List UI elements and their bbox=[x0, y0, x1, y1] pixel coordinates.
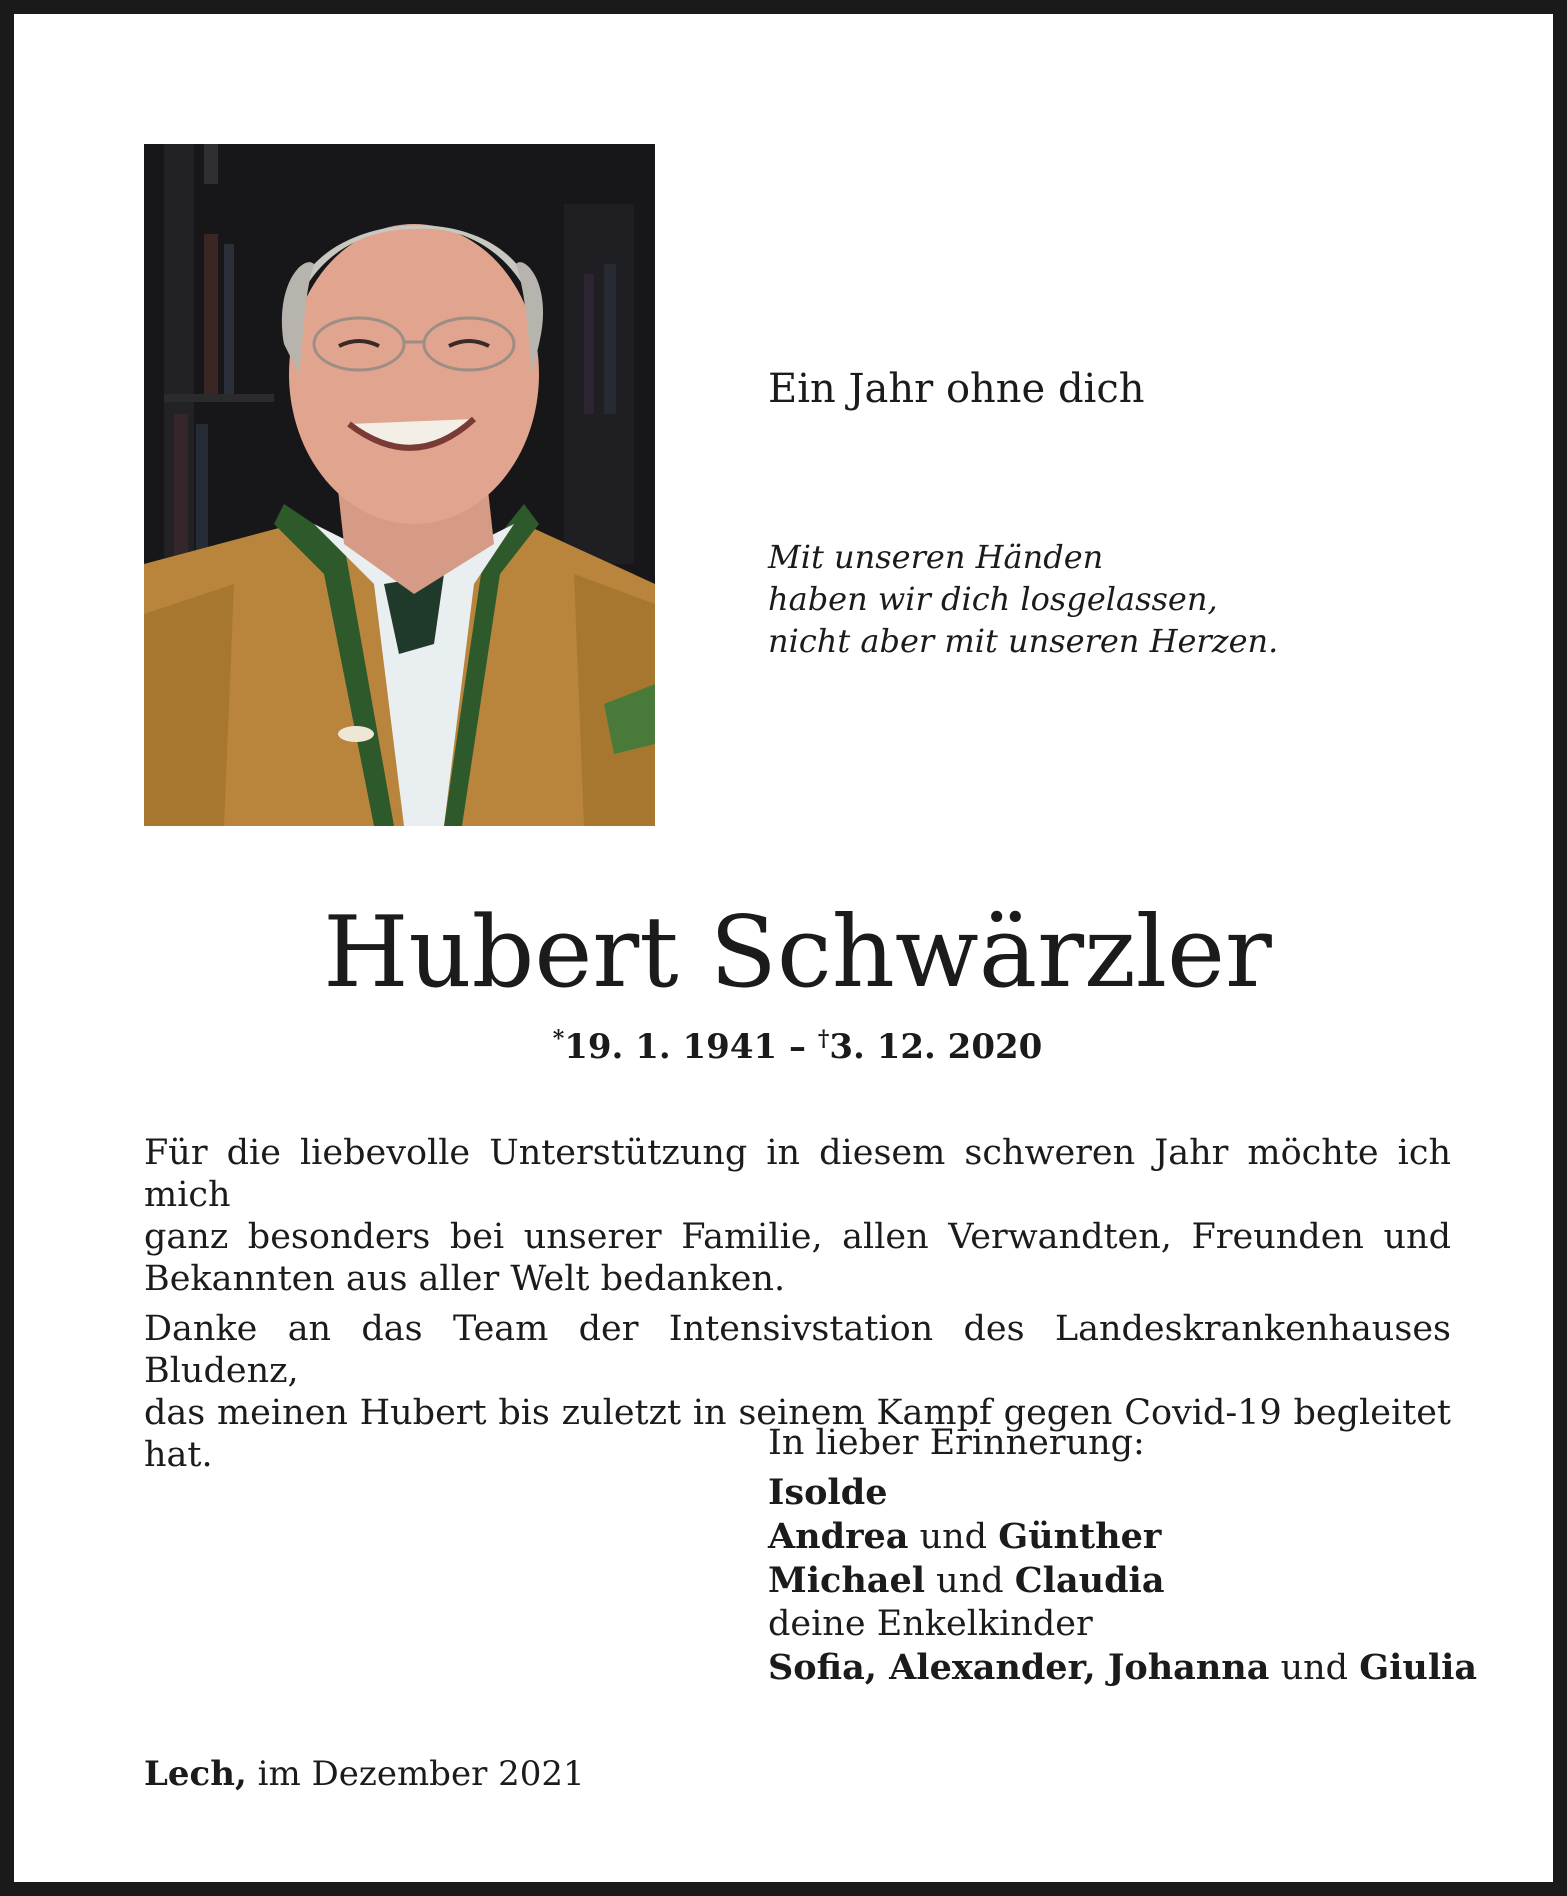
quote-line: Mit unseren Händen bbox=[768, 538, 1104, 576]
mourner-line bbox=[768, 1559, 1477, 1603]
mourner-name: Claudia bbox=[1014, 1560, 1165, 1601]
mourner-line bbox=[768, 1471, 1477, 1515]
place-and-date bbox=[144, 1754, 585, 1794]
place-town: Lech, bbox=[144, 1754, 247, 1794]
quote-line: haben wir dich losgelassen, bbox=[768, 580, 1218, 618]
conjunction: und bbox=[925, 1561, 1015, 1601]
deceased-name: Hubert Schwärzler bbox=[323, 896, 1272, 1010]
mourners-block bbox=[768, 1422, 1477, 1690]
memorial-quote bbox=[768, 536, 1278, 662]
mourner-name: Michael bbox=[768, 1560, 926, 1601]
subtitle: Ein Jahr ohne dich bbox=[768, 366, 1145, 412]
life-dates bbox=[14, 1026, 1567, 1067]
mourner-name: Günther bbox=[998, 1516, 1162, 1557]
conjunction: und bbox=[908, 1517, 999, 1557]
quote-line: nicht aber mit unseren Herzen. bbox=[768, 622, 1279, 660]
grandchildren-label: deine Enkelkinder bbox=[768, 1604, 1093, 1644]
mourner-name: Isolde bbox=[768, 1472, 888, 1513]
mourner-name: Andrea bbox=[768, 1516, 909, 1557]
portrait-photo bbox=[144, 144, 655, 826]
birth-date: 19. 1. 1941 bbox=[564, 1027, 778, 1067]
body-line: Für die liebevolle Unterstützung in diesem schweren Jahr möchte ich mich bbox=[144, 1133, 1451, 1215]
death-date: 3. 12. 2020 bbox=[829, 1027, 1043, 1067]
date-separator: – bbox=[777, 1027, 818, 1067]
mourner-name: Sofia, Alexander, Johanna bbox=[768, 1647, 1270, 1688]
body-line: das meinen Hubert bis zuletzt in seinem Kampf gegen Covid-19 begleitet hat. bbox=[144, 1393, 1451, 1475]
closing-intro: In lieber Erinnerung: bbox=[768, 1423, 1145, 1463]
body-line: Danke an das Team der Intensivstation des Landeskrankenhauses Bludenz, bbox=[144, 1309, 1451, 1391]
thanks-paragraph bbox=[144, 1132, 1451, 1300]
conjunction: und bbox=[1269, 1648, 1360, 1688]
body-line: ganz besonders bei unserer Familie, allen Verwandten, Freunden und bbox=[144, 1217, 1451, 1257]
mourner-line bbox=[768, 1646, 1477, 1690]
death-symbol: † bbox=[817, 1026, 830, 1052]
body-line: Bekannten aus aller Welt bedanken. bbox=[144, 1259, 786, 1299]
mourner-line bbox=[768, 1515, 1477, 1559]
place-date: im Dezember 2021 bbox=[246, 1754, 585, 1794]
mourner-name: Giulia bbox=[1359, 1647, 1478, 1688]
birth-symbol: * bbox=[552, 1026, 565, 1052]
